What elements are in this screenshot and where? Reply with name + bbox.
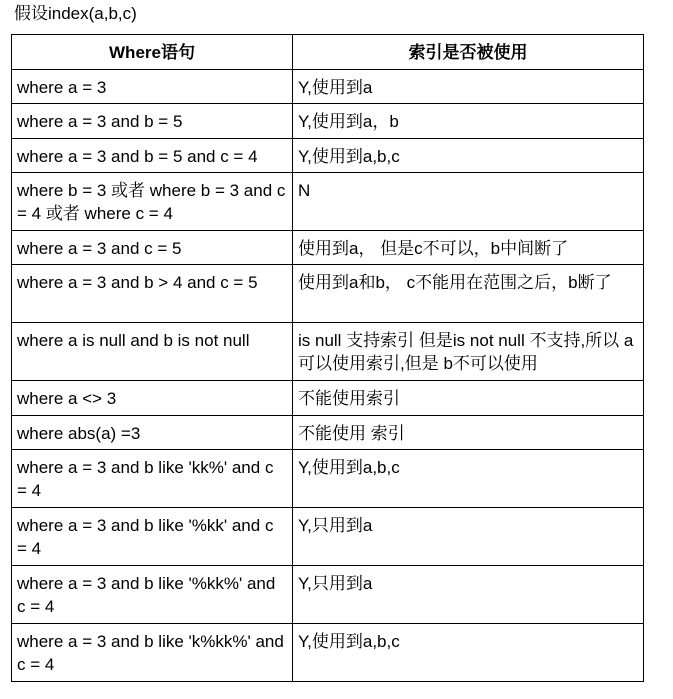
used-cell [293,70,644,104]
table-row [12,323,644,381]
used-text: Y,使用到a [298,78,373,97]
table-row [12,231,644,265]
where-cell [12,139,293,173]
used-text: Y,只用到a [298,574,373,593]
used-cell [293,381,644,416]
where-cell [12,450,293,508]
used-text: Y,使用到a,b,c [298,458,400,477]
header-where-clause: Where语句 [12,35,293,70]
index-usage-table [11,34,644,682]
used-cell [293,566,644,624]
where-cell [12,508,293,566]
where-text: where a is null and b is not null [17,331,250,350]
where-text: where a <> 3 [17,389,117,408]
used-cell [293,450,644,508]
used-text: 使用到a和b， c不能用在范围之后，b断了 [298,273,612,292]
where-text: where a = 3 and b > 4 and c = 5 [17,273,258,292]
used-text: 不能使用 索引 [298,424,405,443]
used-cell [293,139,644,173]
where-cell [12,416,293,450]
where-cell [12,173,293,231]
used-text: 使用到a， 但是c不可以，b中间断了 [298,239,569,258]
table-row [12,173,644,231]
used-cell [293,624,644,682]
where-cell [12,624,293,682]
table-row [12,70,644,104]
used-text: N [298,181,311,200]
table-caption: 假设index(a,b,c) [14,4,137,23]
where-cell [12,381,293,416]
used-cell [293,265,644,323]
where-text: where b = 3 或者 where b = 3 and c = 4 或者 where c = 4 [17,181,286,223]
used-text: Y,使用到a，b [298,112,399,131]
where-cell [12,231,293,265]
header-index-used: 索引是否被使用 [293,35,644,70]
where-text: where a = 3 and b like 'kk%' and c = 4 [17,458,274,500]
where-cell [12,323,293,381]
table-row [12,450,644,508]
table-header-row [12,35,644,70]
used-cell [293,104,644,139]
where-text: where a = 3 and b like '%kk%' and c = 4 [17,574,276,616]
used-text: Y,使用到a,b,c [298,147,400,166]
where-cell [12,566,293,624]
table-row [12,624,644,682]
used-text: is null 支持索引 但是is not null 不支持,所以 a 可以使用索引,但是 b不可以使用 [298,331,634,373]
used-text: Y,使用到a,b,c [298,632,400,651]
table-row [12,566,644,624]
used-cell [293,173,644,231]
where-text: where a = 3 and b = 5 and c = 4 [17,147,258,166]
table-row [12,104,644,139]
where-cell [12,265,293,323]
where-text: where a = 3 and b = 5 [17,112,183,131]
where-text: where a = 3 and b like 'k%kk%' and c = 4 [17,632,284,674]
table-row [12,416,644,450]
used-text: 不能使用索引 [298,389,400,408]
where-text: where a = 3 and b like '%kk' and c = 4 [17,516,274,558]
where-text: where abs(a) =3 [17,424,141,443]
used-cell [293,508,644,566]
where-cell [12,70,293,104]
table-row [12,265,644,323]
where-text: where a = 3 and c = 5 [17,239,182,258]
used-cell [293,231,644,265]
used-text: Y,只用到a [298,516,373,535]
table-row [12,508,644,566]
table-row [12,139,644,173]
table-row [12,381,644,416]
used-cell [293,416,644,450]
used-cell [293,323,644,381]
where-text: where a = 3 [17,78,107,97]
where-cell [12,104,293,139]
